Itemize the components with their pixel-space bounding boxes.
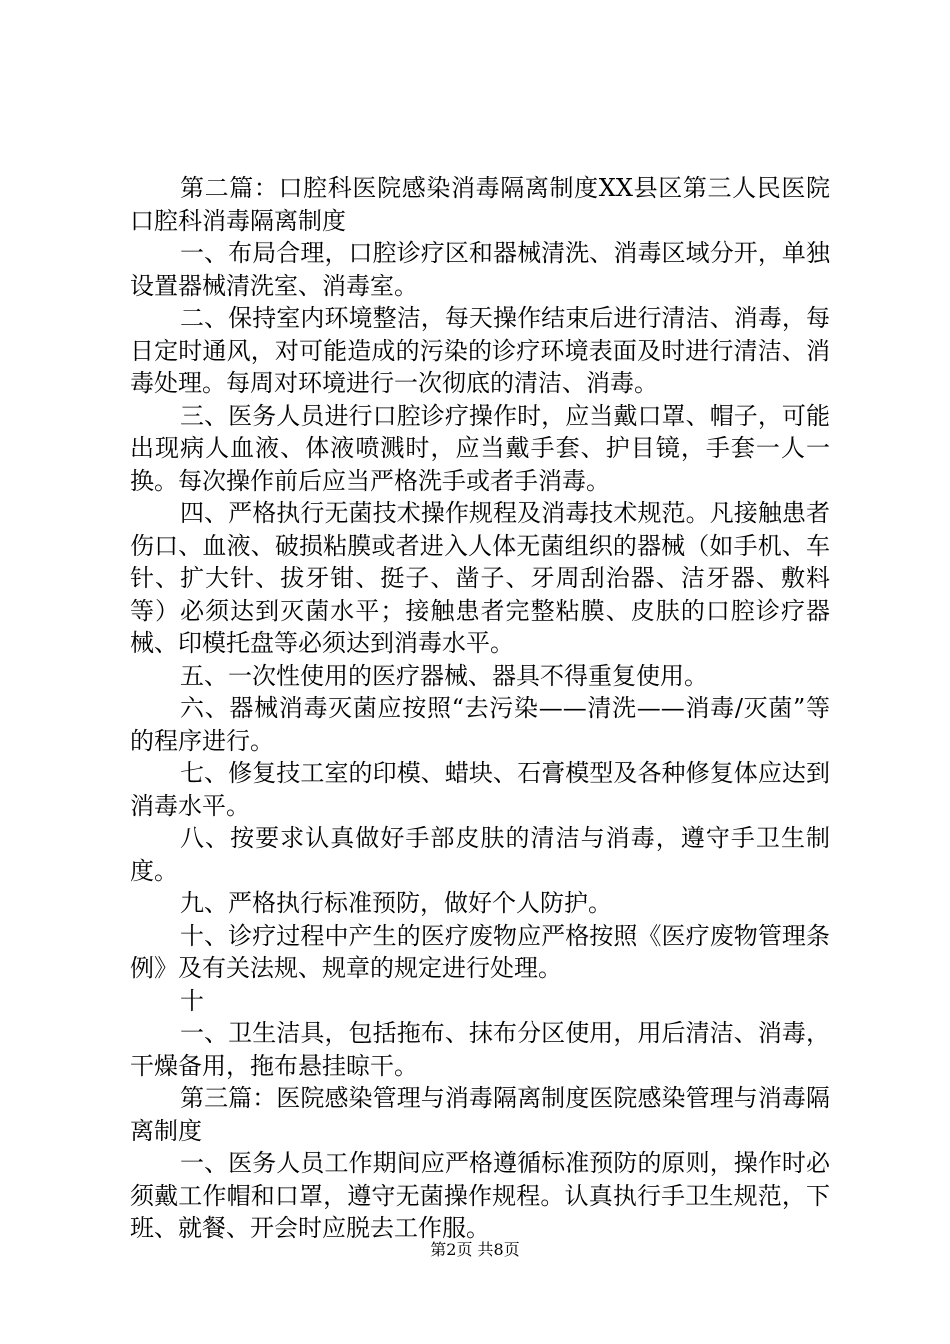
paragraph-item-7: 七、修复技工室的印模、蜡块、石膏模型及各种修复体应达到消毒水平。: [130, 759, 830, 820]
paragraph-item-5: 五、一次性使用的医疗器械、器具不得重复使用。: [180, 661, 708, 690]
paragraph-item-1: 一、布局合理，口腔诊疗区和器械清洗、消毒区域分开，单独设置器械清洗室、消毒室。: [130, 239, 830, 300]
paragraph-item-2: 二、保持室内环境整洁，每天操作结束后进行清洁、消毒，每日定时通风，对可能造成的污染的诊疗环境表面及时进行清洁、消毒处理。每周对环境进行一次彻底的清洁、消毒。: [130, 304, 830, 397]
paragraph-third-item-1: 一、医务人员工作期间应严格遵循标准预防的原则，操作时必须戴工作帽和口罩，遵守无菌操作规程。认真执行手卫生规范，下班、就餐、开会时应脱去工作服。: [130, 1149, 830, 1242]
page-footer: 第2页 共8页: [430, 1240, 520, 1259]
paragraph-heading-third: 第三篇：医院感染管理与消毒隔离制度医院感染管理与消毒隔离制度: [130, 1084, 830, 1145]
paragraph-item-11: 一、卫生洁具，包括拖布、抹布分区使用，用后清洁、消毒，干燥备用，拖布悬挂晾干。: [130, 1019, 830, 1080]
paragraph-item-3: 三、医务人员进行口腔诊疗操作时，应当戴口罩、帽子，可能出现病人血液、体液喷溅时，应当戴手套、护目镜，手套一人一换。每次操作前后应当严格洗手或者手消毒。: [130, 401, 830, 495]
paragraph-item-8: 八、按要求认真做好手部皮肤的清洁与消毒，遵守手卫生制度。: [130, 824, 830, 885]
paragraph-item-11-number: 十: [180, 986, 204, 1015]
document-body: [130, 172, 830, 1245]
paragraph-heading-second: 第二篇：口腔科医院感染消毒隔离制度XX县区第三人民医院口腔科消毒隔离制度: [130, 174, 830, 235]
paragraph-item-9: 九、严格执行标准预防，做好个人防护。: [180, 889, 612, 917]
paragraph-item-4: 四、严格执行无菌技术操作规程及消毒技术规范。凡接触患者伤口、血液、破损粘膜或者进入人体无菌组织的器械（如手机、车针、扩大针、拔牙钳、挺子、凿子、牙周刮治器、洁牙器、敷料等）必须达到灭菌水平；接触患者完整粘膜、皮肤的口腔诊疗器械、印模托盘等必须达到消毒水平。: [130, 499, 830, 657]
paragraph-item-10: 十、诊疗过程中产生的医疗废物应严格按照《医疗废物管理条例》及有关法规、规章的规定进行处理。: [130, 921, 830, 982]
paragraph-item-6: 六、器械消毒灭菌应按照“去污染——清洗——消毒/灭菌”等的程序进行。: [130, 694, 830, 755]
